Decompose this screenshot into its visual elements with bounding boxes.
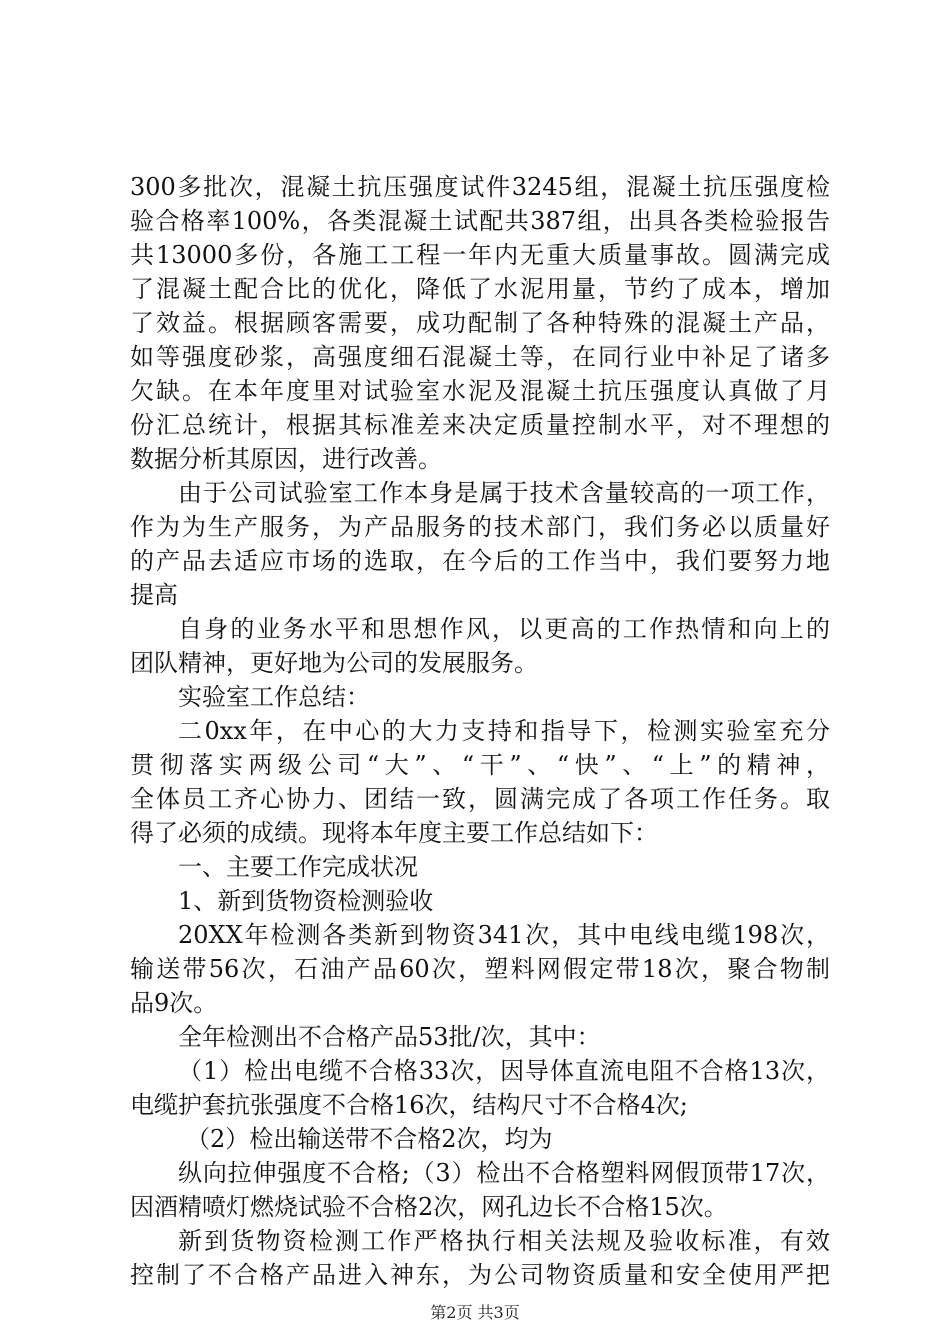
text-line: 的产品去适应市场的选取，在今后的工作当中，我们要努力地 (130, 547, 830, 575)
text-line: 欠缺。在本年度里对试验室水泥及混凝土抗压强度认真做了月 (130, 377, 830, 405)
section-heading: 一、主要工作完成状况 (178, 853, 418, 881)
text-line: 贯彻落实两级公司“大”、“干”、“快”、“上”的精神， (130, 751, 830, 779)
text-line: 输送带56次，石油产品60次，塑料网假定带18次，聚合物制 (130, 955, 830, 983)
text-line: 新到货物资检测工作严格执行相关法规及验收标准，有效 (178, 1227, 830, 1255)
text-line: （2）检出输送带不合格2次，均为 (186, 1125, 553, 1153)
text-line: 如等强度砂浆，高强度细石混凝土等，在同行业中补足了诸多 (130, 343, 830, 371)
text-line: 提高 (130, 581, 178, 609)
subsection-heading: 1、新到货物资检测验收 (178, 887, 434, 915)
text-line: 控制了不合格产品进入神东，为公司物资质量和安全使用严把 (130, 1261, 830, 1289)
text-line: 自身的业务水平和思想作风，以更高的工作热情和向上的 (178, 615, 830, 643)
text-line: 团队精神，更好地为公司的发展服务。 (130, 649, 538, 677)
text-line: 作为为生产服务，为产品服务的技术部门，我们务必以质量好 (130, 513, 830, 541)
text-line: 300多批次，混凝土抗压强度试件3245组，混凝土抗压强度检 (130, 173, 830, 201)
text-line: 共13000多份，各施工工程一年内无重大质量事故。圆满完成 (130, 241, 830, 269)
text-line: 纵向拉伸强度不合格;（3）检出不合格塑料网假顶带17次， (178, 1159, 830, 1187)
text-line: 数据分析其原因，进行改善。 (130, 445, 442, 473)
text-line: 电缆护套抗张强度不合格16次，结构尺寸不合格4次; (130, 1091, 688, 1119)
text-line: 份汇总统计，根据其标准差来决定质量控制水平，对不理想的 (130, 411, 830, 439)
text-line: 得了必须的成绩。现将本年度主要工作总结如下： (130, 819, 658, 847)
text-line: 全年检测出不合格产品53批/次，其中： (178, 1023, 601, 1051)
text-line: 验合格率100%，各类混凝土试配共387组，出具各类检验报告 (130, 207, 830, 235)
text-line: 因酒精喷灯燃烧试验不合格2次，网孔边长不合格15次。 (130, 1193, 728, 1221)
page-number-footer: 第2页 共3页 (430, 1303, 520, 1322)
text-line: 二0xx年，在中心的大力支持和指导下，检测实验室充分 (178, 717, 830, 745)
text-line: 20XX年检测各类新到物资341次，其中电线电缆198次， (178, 921, 830, 949)
text-line: 了混凝土配合比的优化，降低了水泥用量，节约了成本，增加 (130, 275, 830, 303)
text-line: （1）检出电缆不合格33次，因导体直流电阻不合格13次， (178, 1057, 830, 1085)
document-body (130, 170, 830, 1292)
text-line: 了效益。根据顾客需要，成功配制了各种特殊的混凝土产品， (130, 309, 830, 337)
text-line: 品9次。 (130, 989, 218, 1017)
section-heading: 实验室工作总结： (178, 683, 370, 711)
text-line: 由于公司试验室工作本身是属于技术含量较高的一项工作， (178, 479, 830, 507)
text-line: 全体员工齐心协力、团结一致，圆满完成了各项工作任务。取 (130, 785, 830, 813)
